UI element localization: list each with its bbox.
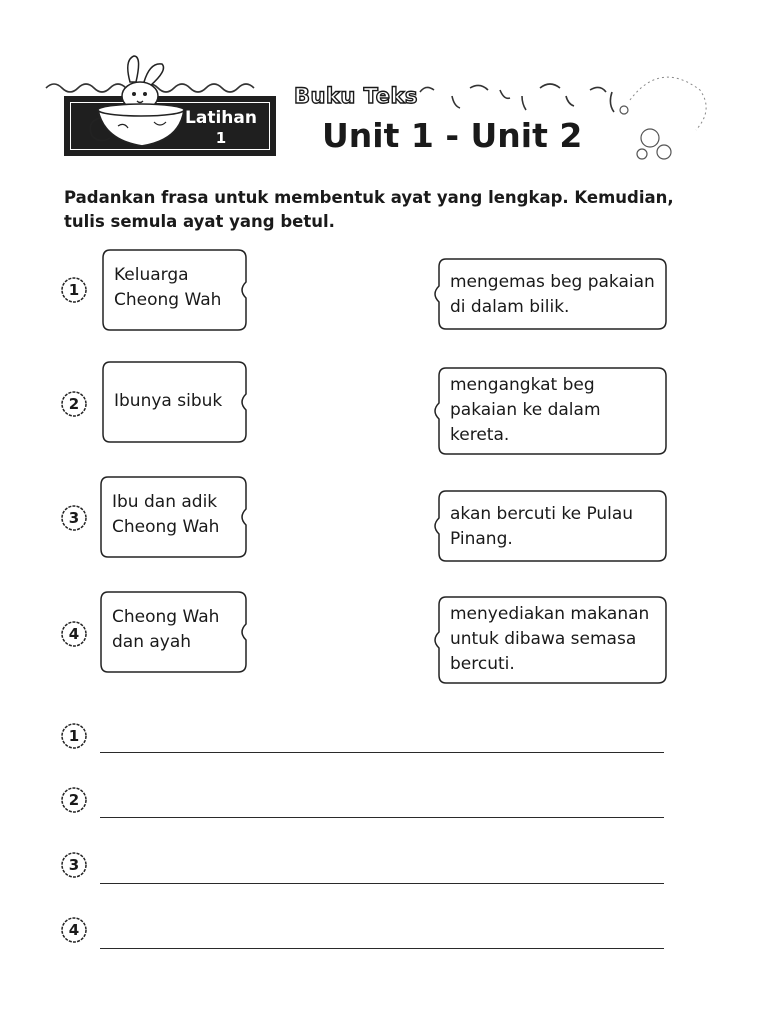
phrase-line: pakaian ke dalam xyxy=(450,400,601,420)
phrase-line: mengangkat beg xyxy=(450,375,595,395)
phrase-line: Cheong Wah xyxy=(114,290,222,310)
right-phrase-piece[interactable] xyxy=(430,367,668,455)
question-number: 3 xyxy=(68,509,80,527)
phrase-line: Cheong Wah xyxy=(112,517,220,537)
rabbit-cup-mascot-icon xyxy=(74,52,184,152)
question-number: 1 xyxy=(68,281,80,299)
phrase-line: dan ayah xyxy=(112,632,192,652)
answer-line[interactable] xyxy=(100,948,664,949)
bubbles-decoration-icon xyxy=(610,60,720,170)
phrase-line: akan bercuti ke Pulau xyxy=(450,504,634,524)
left-phrase-piece[interactable] xyxy=(102,361,248,443)
phrase-line: Ibu dan adik xyxy=(112,492,218,512)
right-phrase-piece[interactable] xyxy=(430,490,668,562)
right-phrase-text xyxy=(450,270,655,320)
page-title: Unit 1 - Unit 2 xyxy=(322,116,583,155)
answer-number: 4 xyxy=(68,921,80,939)
right-phrase-text xyxy=(450,502,633,552)
answer-number-badge xyxy=(60,851,88,879)
left-phrase-piece[interactable] xyxy=(100,476,248,558)
phrase-line: kereta. xyxy=(450,425,510,445)
answer-line[interactable] xyxy=(100,883,664,884)
answer-number-badge xyxy=(60,722,88,750)
left-phrase-piece[interactable] xyxy=(100,591,248,673)
left-phrase-text xyxy=(114,263,221,313)
phrase-line: untuk dibawa semasa xyxy=(450,629,637,649)
question-number-badge xyxy=(60,276,88,304)
phrase-line: Pinang. xyxy=(450,529,513,549)
answer-line[interactable] xyxy=(100,752,664,753)
latihan-label: Latihan xyxy=(185,108,257,128)
answer-number-badge xyxy=(60,916,88,944)
right-phrase-piece[interactable] xyxy=(430,258,668,330)
phrase-line: Cheong Wah xyxy=(112,607,220,627)
question-number: 4 xyxy=(68,625,80,643)
left-phrase-text xyxy=(112,490,219,540)
answer-line[interactable] xyxy=(100,817,664,818)
phrase-line: bercuti. xyxy=(450,654,515,674)
right-phrase-text xyxy=(450,373,601,448)
left-phrase-piece[interactable] xyxy=(102,249,248,331)
right-phrase-piece[interactable] xyxy=(430,596,668,684)
book-label: Buku Teks xyxy=(294,84,418,108)
question-number-badge xyxy=(60,390,88,418)
phrase-line: di dalam bilik. xyxy=(450,297,570,317)
answer-number: 2 xyxy=(68,791,80,809)
right-phrase-text xyxy=(450,602,649,677)
phrase-line: mengemas beg pakaian xyxy=(450,272,655,292)
instruction-text: Padankan frasa untuk membentuk ayat yang lengkap. Kemudian, tulis semula ayat yang betul. xyxy=(64,188,674,231)
phrase-line: Ibunya sibuk xyxy=(114,391,223,411)
phrase-line: Keluarga xyxy=(114,265,189,285)
left-phrase-text xyxy=(112,605,219,655)
answer-number: 1 xyxy=(68,727,80,745)
latihan-number: 1 xyxy=(215,129,227,147)
question-number-badge xyxy=(60,620,88,648)
left-phrase-text xyxy=(114,389,222,414)
answer-number-badge xyxy=(60,786,88,814)
phrase-line: menyediakan makanan xyxy=(450,604,650,624)
question-number: 2 xyxy=(68,395,80,413)
answer-number: 3 xyxy=(68,856,80,874)
latihan-badge-text xyxy=(176,108,266,148)
question-number-badge xyxy=(60,504,88,532)
